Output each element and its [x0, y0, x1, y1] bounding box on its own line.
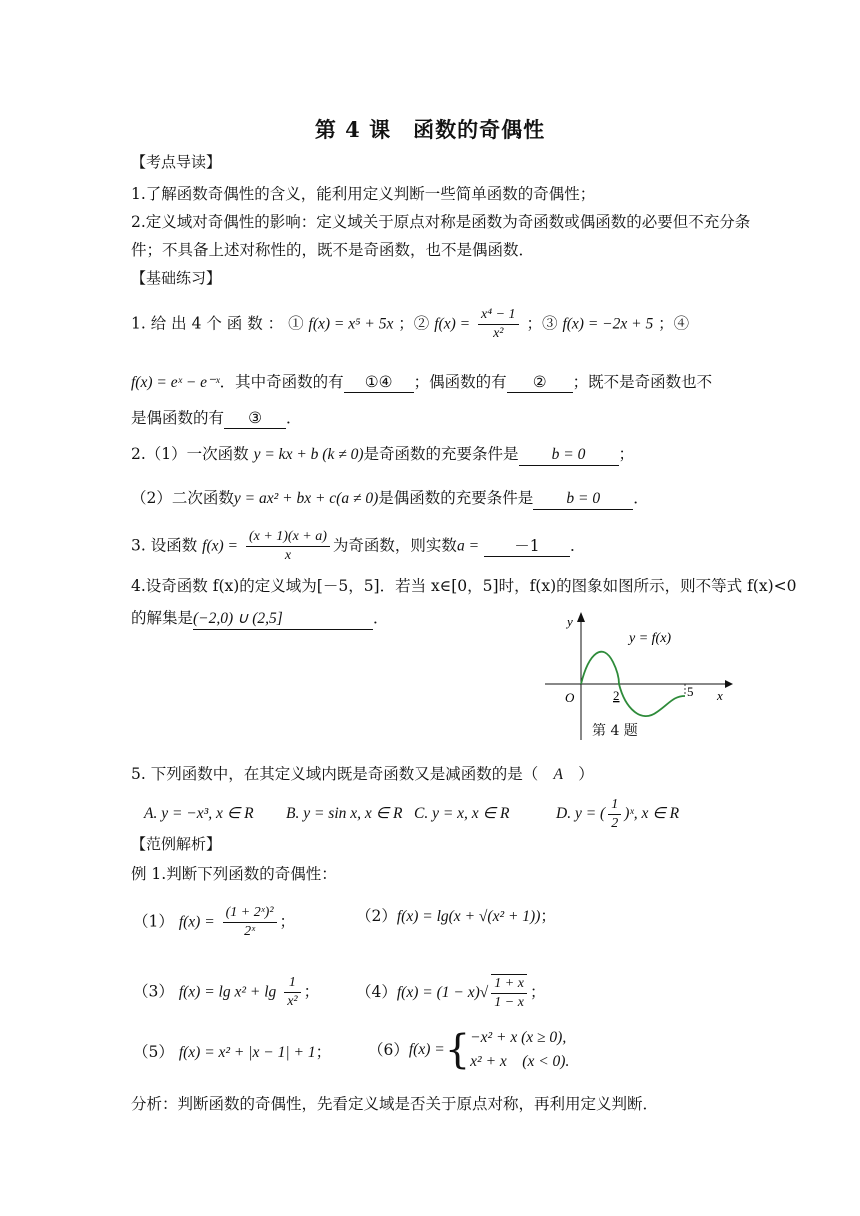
q5-option-c: C. y = x, x ∈ R — [414, 805, 510, 823]
ex1-i5-end: ； — [315, 1043, 332, 1061]
q1-f2-frac — [478, 306, 519, 343]
q5-optD-suffix: )ˣ, x ∈ R — [624, 805, 680, 823]
q4-func-label: y = f(x) — [629, 631, 672, 646]
q5-stem-text: 5. 下列函数中，在其定义域内既是奇函数又是减函数的是（ — [131, 765, 539, 783]
ex1-stem: 例 1.判断下列函数的奇偶性： — [131, 865, 337, 883]
q2-p2-end: ． — [633, 489, 649, 507]
q4-tick-5: 5 — [687, 684, 694, 699]
ex1-i6-cases — [470, 1026, 569, 1074]
section-fanli: 【范例解析】 — [131, 835, 222, 853]
ex1-i1-den: 2ˣ — [244, 924, 256, 939]
q1-f3: f(x) = −2x + 5 — [562, 315, 654, 333]
q4-x-label: x — [717, 688, 723, 703]
ex1-i3-num: 1 — [284, 974, 300, 993]
ex1-i1-frac — [223, 904, 277, 941]
q1-sep4: ；④ — [658, 314, 690, 333]
q1-f1: f(x) = x⁵ + 5x — [308, 315, 394, 333]
ex1-i6-case1: −x² + x (x ≥ 0), — [470, 1029, 567, 1046]
ex1-item-2 — [356, 906, 716, 927]
q3-den: x — [284, 548, 292, 563]
ex1-i2-end: ； — [540, 907, 556, 925]
ex1-i1-end: ； — [279, 912, 296, 931]
kaodian-item-1: 1.了解函数奇偶性的含义，能利用定义判断一些简单函数的奇偶性； — [131, 185, 596, 203]
q1-sep3: ；③ — [526, 314, 558, 333]
kaodian-item-2: 2.定义域对奇偶性的影响：定义域关于原点对称是函数为奇函数或偶函数的必要但不充分条 — [131, 213, 751, 231]
q1-line2 — [131, 372, 731, 393]
q4-tick-2: 2 — [613, 688, 620, 703]
q1-line3 — [131, 408, 731, 429]
q1-line1 — [131, 306, 731, 343]
q2-p1-answer: b = 0 — [519, 445, 619, 466]
q5-optD-num: 1 — [608, 796, 621, 815]
q1-text-odd: ．其中奇函数的有 — [219, 373, 344, 391]
q1-text-neither2: 是偶函数的有 — [131, 409, 225, 427]
ex1-i1-label: （1） — [133, 912, 174, 931]
q4-line2-prefix: 的解集是 — [131, 609, 194, 627]
ex1-i6-lhs: f(x) = — [408, 1041, 445, 1058]
q2-p2-answer: b = 0 — [533, 489, 633, 510]
q5-option-d — [556, 797, 680, 831]
page-title: 第 4 课 函数的奇偶性 — [314, 117, 546, 142]
q4-graph — [545, 612, 735, 742]
q4-line1: 4.设奇函数 f(x)的定义域为[－5，5]．若当 x∈[0，5]时，f(x)的图象如图所示，则不等式 f(x)<0 — [131, 577, 797, 595]
q2-p1-end: ； — [618, 445, 635, 463]
q5-option-b: B. y = sin x, x ∈ R — [286, 805, 403, 823]
ex1-i4-frac — [491, 974, 527, 1012]
ex1-i4-end: ； — [529, 983, 546, 1001]
ex1-i3-frac — [284, 974, 300, 1011]
q3-lhs: f(x) = — [202, 537, 238, 555]
q2-part2 — [131, 488, 731, 510]
q1-f4: f(x) = eˣ − e⁻ˣ — [131, 374, 220, 391]
q2-p2-text: 是偶函数的充要条件是 — [378, 489, 534, 507]
ex1-i3-lhs: f(x) = lg x² + lg — [178, 983, 277, 1001]
ex1-i4-num: 1 + x — [491, 975, 527, 994]
q3-var: a = — [456, 537, 480, 555]
ex1-i4-lhs: f(x) = (1 − x)√ — [396, 984, 489, 1001]
q1-sep2: ；② — [398, 314, 430, 333]
section-jichu: 【基础练习】 — [131, 269, 222, 287]
ex1-item-6 — [368, 1026, 728, 1074]
q1-answer-even: ② — [507, 372, 573, 393]
q5-options — [144, 796, 744, 833]
q4-end: ． — [373, 609, 389, 627]
q1-text-even: ；偶函数的有 — [413, 373, 507, 391]
ex1-i1-lhs: f(x) = — [178, 913, 215, 931]
q3-end: ． — [569, 536, 586, 555]
q4-y-label: y — [567, 614, 573, 629]
q1-prefix: 1. 给 出 4 个 函 数 ： ① — [131, 314, 304, 333]
ex1-i6-case2: x² + x (x < 0). — [470, 1053, 570, 1070]
ex1-i4-label: （4） — [356, 983, 397, 1001]
q1-text-neither: ；既不是奇函数也不 — [572, 373, 713, 391]
ex1-i5-func: f(x) = x² + |x − 1| + 1 — [178, 1044, 316, 1061]
ex1-i5-label: （5） — [133, 1043, 174, 1061]
ex1-i6-brace: { — [444, 1027, 471, 1073]
q4-origin-label: O — [565, 690, 575, 705]
q3-text: 为奇函数，则实数 — [332, 536, 457, 555]
q2-part1 — [131, 444, 731, 466]
q4-answer: (−2,0) ∪ (2,5] — [193, 609, 373, 630]
kaodian-item-3: 件；不具备上述对称性的，既不是奇函数，也不是偶函数． — [131, 241, 535, 259]
q3-line — [131, 528, 731, 565]
q4-y-arrow — [577, 612, 585, 622]
q3-frac — [246, 528, 330, 565]
q5-optD-frac — [608, 796, 621, 833]
ex1-i3-den: x² — [287, 994, 298, 1009]
q1-end: ． — [286, 409, 302, 427]
ex1-i1-num: (1 + 2ˣ)² — [223, 904, 277, 923]
q5-optD-den: 2 — [611, 816, 619, 831]
ex1-i4-den: 1 − x — [494, 995, 524, 1010]
q2-p2-func: y = ax² + bx + c(a ≠ 0) — [233, 490, 379, 507]
q2-p1-prefix: 2.（1）一次函数 — [131, 445, 249, 463]
q1-f2-lhs: f(x) = — [434, 315, 471, 333]
q5-optD-prefix: D. y = ( — [556, 805, 606, 823]
q1-answer-odd: ①④ — [344, 372, 414, 393]
q4-caption: 第 4 题 — [592, 723, 638, 739]
ex1-i6-label: （6） — [368, 1041, 409, 1059]
ex1-i2-label: （2） — [356, 907, 397, 925]
q1-answer-neither: ③ — [224, 408, 286, 429]
q5-option-a: A. y = −x³, x ∈ R — [144, 805, 254, 823]
ex1-item-4 — [356, 974, 716, 1012]
q5-answer: A — [553, 766, 563, 783]
q3-answer: －1 — [484, 536, 570, 557]
analysis-text: 分析：判断函数的奇偶性，先看定义域是否关于原点对称，再利用定义判断． — [131, 1095, 659, 1113]
q5-close: ） — [578, 765, 594, 783]
q2-p2-prefix: （2）二次函数 — [131, 489, 234, 507]
ex1-i3-label: （3） — [133, 982, 174, 1001]
q3-prefix: 3. 设函数 — [131, 536, 198, 555]
q3-num: (x + 1)(x + a) — [246, 528, 330, 547]
q1-f2-num: x⁴ − 1 — [478, 306, 519, 325]
section-kaodian: 【考点导读】 — [131, 153, 222, 171]
ex1-i2-func: f(x) = lg(x + √(x² + 1)) — [396, 908, 541, 925]
q5-stem — [131, 764, 731, 785]
q4-x-arrow — [725, 680, 733, 688]
q2-p1-func: y = kx + b (k ≠ 0) — [253, 446, 364, 463]
ex1-i3-end: ； — [303, 982, 320, 1001]
q2-p1-text: 是奇函数的充要条件是 — [363, 445, 519, 463]
q1-f2-den: x² — [493, 326, 504, 341]
